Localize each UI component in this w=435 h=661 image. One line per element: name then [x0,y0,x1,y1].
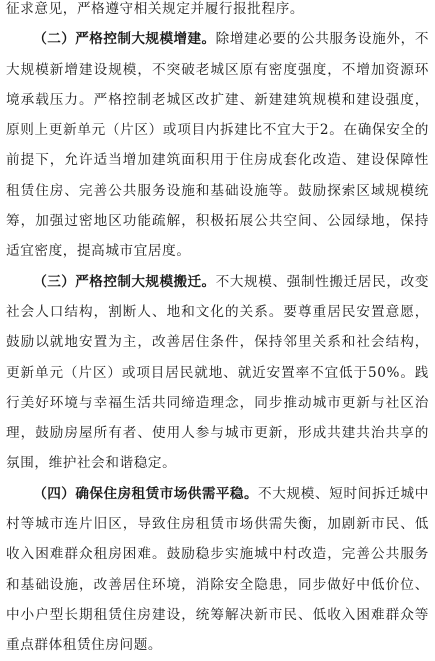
paragraph-body: 不大规模、强制性搬迁居民，改变社会人口结构，割断人、地和文化的关系。要尊重居民安置意愿，鼓励以就地安置为主，改善居住条件，保持邻里关系和社会结构，更新单元（片区）或项目居民就地、就近安置率不宜低于50%。践行美好环境与幸福生活共同缔造理念，同步推动城市更新与社区治理，鼓励房屋所有者、使用人参与城市更新，形成共建共治共享的氛围，维护社会和谐稳定。 [6,273,430,472]
paragraph-body: 不大规模、短时间拆迁城中村等城市连片旧区，导致住房租赁市场供需失衡，加剧新市民、低收入困难群众租房困难。鼓励稳步实施城中村改造，完善公共服务和基础设施，改善居住环境，消除安全隐患，同步做好中低价位、中小户型长期租赁住房建设，统筹解决新市民、低收入困难群众等重点群体租赁住房问题。 [6,485,429,654]
section-heading: （三）严格控制大规模搬迁。 [33,273,216,290]
paragraph-section-3 [0,267,435,479]
paragraph-body: 征求意见，严格遵守相关规定并履行报批程序。 [6,1,305,17]
section-heading: （二）严格控制大规模增建。 [33,31,216,48]
paragraph-continuation [0,0,435,24]
paragraph-body: 除增建必要的公共服务设施外，不大规模新增建设规模，不突破老城区原有密度强度，不增加资源环境承载压力。严格控制老城区改扩建、新建建筑规模和建设强度，原则上更新单元（片区）或项目内拆建比不宜大于2。在确保安全的前提下，允许适当增加建筑面积用于住房成套化改造、建设保障性租赁住房、完善公共服务设施和基础设施等。鼓励探索区域规模统筹，加强过密地区功能疏解，积极拓展公共空间、公园绿地，保持适宜密度，提高城市宜居度。 [6,31,430,260]
paragraph-section-4 [0,479,435,661]
paragraph-section-2 [0,24,435,266]
section-heading: （四）确保住房租赁市场供需平稳。 [33,485,259,502]
